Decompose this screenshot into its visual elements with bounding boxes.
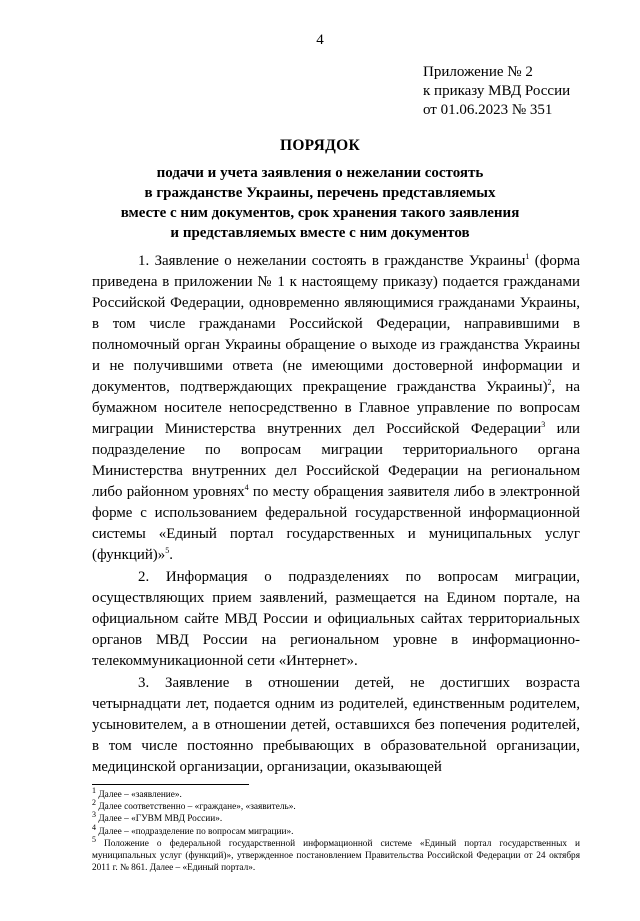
footnote-ref-3: 3 xyxy=(541,420,546,430)
footnote-5-text: Положение о федеральной государственной информационной системе «Единый портал государственных и муниципальных услуг (функций)», утвержденное постановлением Правительства Российской Федерации от 24 октября 2011 г. № 861. Далее – «Единый портал». xyxy=(92,838,580,874)
footnote-4-text: Далее – «подразделение по вопросам миграции». xyxy=(96,826,294,837)
footnote-1 xyxy=(92,785,580,801)
annex-line-1: Приложение № 2 xyxy=(423,64,533,80)
footnote-4-num: 4 xyxy=(92,822,96,832)
footnote-1-text: Далее – «заявление». xyxy=(96,790,182,800)
p1-text-b: (форма приведена в приложении № 1 к настоящему приказу) подается гражданами Российской Федерации, одновременно являющимися гражданами Украины, в том числе гражданами Российской Федерации, направившими в полномочный орган Украины обращение о выходе из гражданства Украины и не получившими ответа (не имеющими достоверной информации и документов, подтверждающих прекращение гражданства Украины) xyxy=(92,253,580,395)
document-body xyxy=(92,251,580,779)
footnote-ref-5: 5 xyxy=(165,546,170,556)
annex-line-3: от 01.06.2023 № 351 xyxy=(423,102,553,118)
footnote-ref-2: 2 xyxy=(547,378,552,388)
footnote-1-num: 1 xyxy=(92,785,96,795)
footnote-ref-4: 4 xyxy=(244,483,249,493)
paragraph-1 xyxy=(92,251,580,566)
p1-text-a: 1. Заявление о нежелании состоять в гражданстве Украины xyxy=(138,253,526,269)
document-title xyxy=(0,136,640,243)
paragraph-3: 3. Заявление в отношении детей, не достигших возраста четырнадцати лет, подается одним из родителей, единственным родителем, усыновителем, а в отношении детей, оставшихся без попечения родителей, в том числе постоянно пребывающих в образовательной организации, медицинской организации, организации, оказывающей xyxy=(92,675,580,775)
p1-text-e: по месту обращения заявителя либо в электронной форме с использованием федеральной государственной информационной системы «Единый портал государственных и муниципальных услуг (функций)» xyxy=(92,484,580,563)
title-line-1: подачи и учета заявления о нежелании состоять xyxy=(156,165,484,181)
footnote-2-text: Далее соответственно – «граждане», «заявитель». xyxy=(96,802,296,813)
p1-text-d: или подразделение по вопросам миграции территориального органа Министерства внутренних дел Российской Федерации на региональном либо районном уровнях xyxy=(92,421,580,500)
footnote-5 xyxy=(92,834,580,875)
footnote-3-text: Далее – «ГУВМ МВД России». xyxy=(96,814,223,825)
title-line-4: и представляемых вместе с ним документов xyxy=(170,225,470,241)
p1-text-c: , на бумажном носителе непосредственно в Главное управление по вопросам миграции Министерства внутренних дел Российской Федерации xyxy=(92,379,580,437)
page-number: 4 xyxy=(316,32,324,48)
footnote-2 xyxy=(92,798,580,813)
title-line-2: в гражданстве Украины, перечень представляемых xyxy=(144,185,496,201)
footnote-separator xyxy=(92,784,249,785)
footnote-2-num: 2 xyxy=(92,798,96,808)
footnote-ref-1: 1 xyxy=(525,252,530,262)
annex-line-2: к приказу МВД России xyxy=(423,83,571,99)
title-heading: ПОРЯДОК xyxy=(279,137,361,154)
p1-text-f: . xyxy=(169,547,173,563)
annex-reference xyxy=(423,63,570,120)
footnote-3-num: 3 xyxy=(92,810,96,820)
paragraph-2: 2. Информация о подразделениях по вопросам миграции, осуществляющих прием заявлений, размещается на Едином портале, на официальном сайте МВД России и официальных сайтах территориальных органов МВД России на региональном уровне в информационно-телекоммуникационной сети «Интернет». xyxy=(92,569,580,669)
footnote-3 xyxy=(92,810,580,825)
footnote-4 xyxy=(92,822,580,838)
footnotes xyxy=(92,785,580,874)
title-line-3: вместе с ним документов, срок хранения такого заявления xyxy=(120,205,520,221)
footnote-5-num: 5 xyxy=(92,834,96,844)
